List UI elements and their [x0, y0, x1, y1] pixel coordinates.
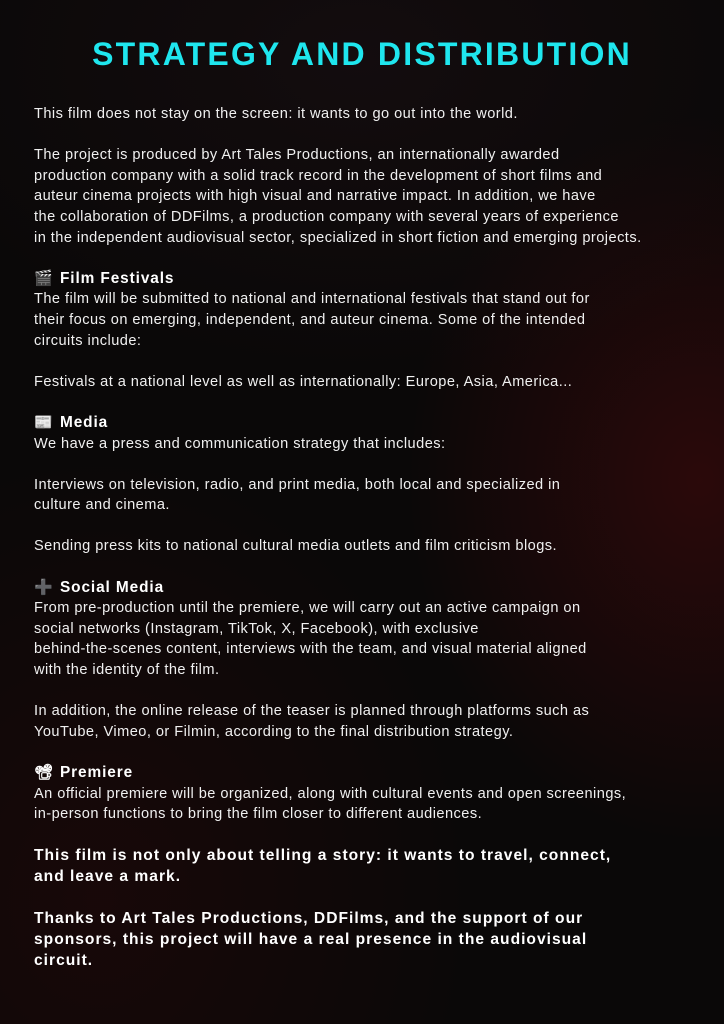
section-paragraph: Festivals at a national level as well as internationally: Europe, Asia, America...: [34, 373, 573, 390]
section-heading: [34, 578, 690, 599]
page-title: STRATEGY AND DISTRIBUTION: [92, 36, 632, 72]
section-heading-label: Media: [60, 413, 109, 431]
section-paragraph: An official premiere will be organized, along with cultural events and open screenings, in-person functions to bring the film closer to different audiences.: [34, 785, 627, 823]
projector-icon: 📽: [34, 764, 54, 781]
section-heading-label: Social Media: [60, 578, 165, 596]
section-paragraph: In addition, the online release of the teaser is planned through platforms such as YouTube, Vimeo, or Filmin, according to the final distribution strategy.: [34, 703, 590, 740]
section-paragraph: Interviews on television, radio, and print media, both local and specialized in culture and cinema.: [34, 476, 561, 514]
intro-paragraph: This film does not stay on the screen: it wants to go out into the world.: [34, 106, 518, 122]
plus-icon: ➕: [34, 578, 54, 596]
newspaper-icon: 📰: [34, 413, 54, 431]
section-heading: [34, 763, 690, 784]
section-heading: [34, 413, 690, 434]
closing-statement: Thanks to Art Tales Productions, DDFilms, and the support of our sponsors, this project will have a real presence in the audiovisual circuit.: [34, 909, 588, 969]
document-body: [34, 104, 690, 971]
section-paragraph: From pre-production until the premiere, we will carry out an active campaign on social networks (Instagram, TikTok, X, Facebook), with exclusive behind-the-scenes content, interviews with the team, and visual material aligned with the identity of the film.: [34, 600, 587, 679]
closing-statement: This film is not only about telling a story: it wants to travel, connect, and leave a mark.: [34, 847, 612, 886]
intro-paragraph: The project is produced by Art Tales Productions, an internationally awarded production company with a solid track record in the development of short films and auteur cinema projects with high visual and narrative impact. In addition, we have the collaboration of DDFilms, a production company with several years of experience in the independent audiovisual sector, specialized in short fiction and emerging projects.: [34, 147, 642, 246]
section-media: [34, 413, 690, 557]
section-premiere: [34, 763, 690, 825]
section-heading: [34, 269, 690, 290]
section-paragraph: Sending press kits to national cultural media outlets and film criticism blogs.: [34, 538, 558, 555]
clapperboard-icon: 🎬: [34, 269, 54, 287]
section-heading-label: Film Festivals: [60, 269, 175, 287]
section-paragraph: The film will be submitted to national and international festivals that stand out for their focus on emerging, independent, and auteur cinema. Some of the intended circuits include:: [34, 291, 590, 349]
section-film-festivals: [34, 269, 690, 393]
section-social-media: [34, 578, 690, 743]
section-paragraph: We have a press and communication strategy that includes:: [34, 435, 446, 452]
section-heading-label: Premiere: [60, 764, 134, 781]
